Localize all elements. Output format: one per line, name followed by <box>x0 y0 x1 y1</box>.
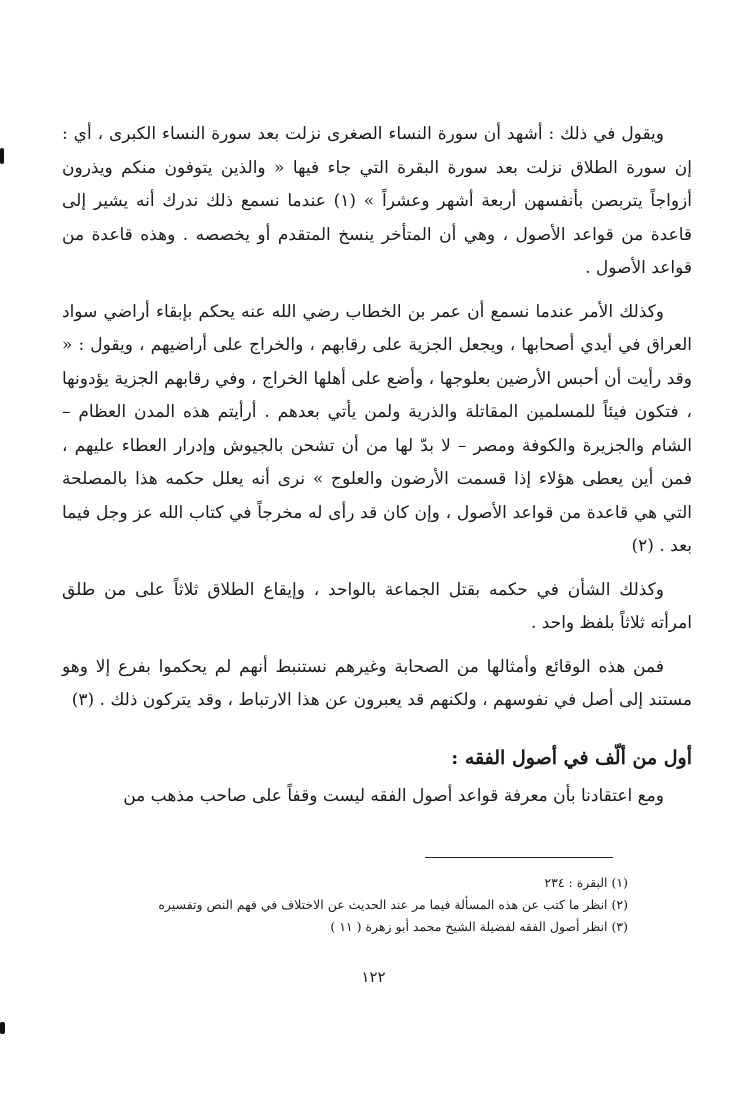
main-text <box>62 118 692 813</box>
footnotes <box>62 872 628 938</box>
paragraph-2: وكذلك الأمر عندما نسمع أن عمر بن الخطاب رضي الله عنه يحكم بإبقاء أراضي سواد العراق في أيدي أصحابها ، ويجعل الجزية على رقابهم ، والخراج على أراضيهم ، ويقول : « وقد رأيت أن أحبس الأرضين بعلوجها ، وأضع على أهلها الخراج ، وفي رقابهم الجزية يؤدونها ، فتكون فيئاً للمسلمين المقاتلة والذرية ولمن يأتي بعدهم . أرأيتم هذه المدن العظام – الشام والجزيرة والكوفة ومصر – لا بدّ لها من أن تشحن بالجيوش وإدرار العطاء عليهم ، فمن أين يعطى هؤلاء إذا قسمت الأرضون والعلوج » نرى أنه يعلل حكمه هذا بالمصلحة التي هي قاعدة من قواعد الأصول ، وإن كان قد رأى له مخرجاً في كتاب الله عز وجل فيما بعد . (٢) <box>62 301 692 556</box>
page-number: ١٢٢ <box>361 968 386 986</box>
footnote-separator <box>425 857 613 858</box>
paragraph-4: فمن هذه الوقائع وأمثالها من الصحابة وغيرهم نستنبط أنهم لم يحكموا بفرع إلا وهو مستند إلى أصل في نفوسهم ، ولكنهم قد يعبرون عن هذا الارتباط ، وقد يتركون ذلك . (٣) <box>62 656 692 710</box>
scan-edge-mark <box>0 1022 5 1034</box>
paragraph-3: وكذلك الشأن في حكمه بقتل الجماعة بالواحد ، وإيقاع الطلاق ثلاثاً على من طلق امرأته ثلاثاً بلفظ واحد . <box>62 579 692 633</box>
paragraph-5: ومع اعتقادنا بأن معرفة قواعد أصول الفقه ليست وقفاً على صاحب مذهب من <box>123 785 664 806</box>
section-heading: أول من ألّف في أصول الفقه : <box>451 746 692 769</box>
scan-edge-mark <box>0 148 4 164</box>
footnote-3: (٣) انظر أصول الفقه لفضيلة الشيخ محمد أبو زهرة ( ١١ ) <box>330 919 628 934</box>
paragraph-1: ويقول في ذلك : أشهد أن سورة النساء الصغرى نزلت بعد سورة النساء الكبرى ، أي : إن سورة الطلاق نزلت بعد سورة البقرة التي جاء فيها « والذين يتوفون منكم ويذرون أزواجاً يتربصن بأنفسهن أربعة أشهر وعشراً » (١) عندما نسمع ذلك ندرك أنه يشير إلى قاعدة من قواعد الأصول ، وهي أن المتأخر ينسخ المتقدم أو يخصصه . وهذه قاعدة من قواعد الأصول . <box>62 124 692 278</box>
footnote-1: (١) البقرة : ٢٣٤ <box>544 875 628 890</box>
footnote-2: (٢) انظر ما كتب عن هذه المسألة فيما مر عند الحديث عن الاختلاف في فهم النص وتفسيره <box>158 897 628 912</box>
